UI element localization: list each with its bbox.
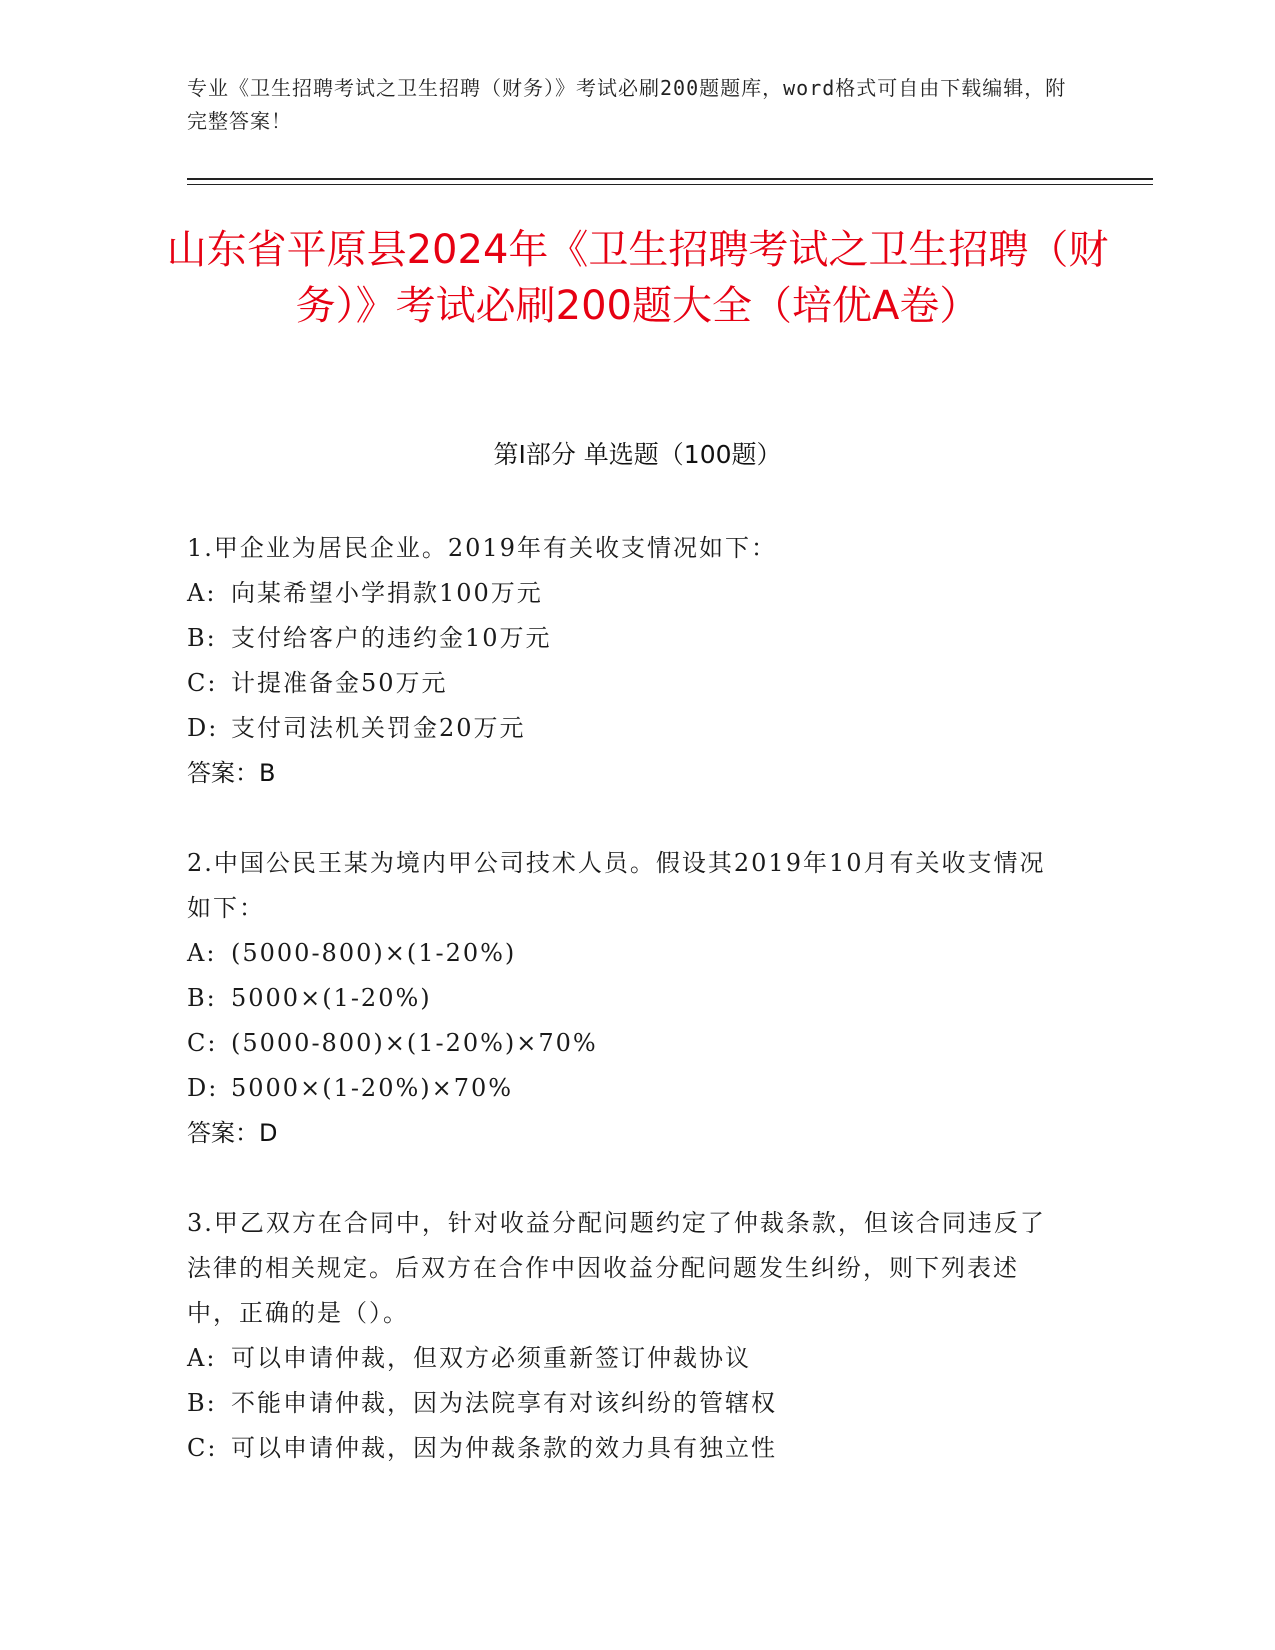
option-letter: A:: [187, 1344, 217, 1372]
option-a: [187, 931, 1067, 976]
answer-line: 答案：D: [187, 1119, 278, 1147]
option-text: 计提准备金50万元: [231, 669, 448, 697]
option-b: [187, 1381, 1067, 1426]
option-c: [187, 1426, 1067, 1471]
question-2: [187, 841, 1067, 1156]
header-divider-thick: [187, 178, 1153, 180]
option-d: [187, 1066, 1067, 1111]
option-letter: B:: [187, 1389, 217, 1417]
option-text: 支付司法机关罚金20万元: [231, 714, 526, 742]
option-a: [187, 1336, 1067, 1381]
question-1: [187, 526, 1067, 796]
option-a: [187, 571, 1067, 616]
option-d: [187, 706, 1067, 751]
option-text: (5000-800)×(1-20%)×70%: [231, 1029, 598, 1057]
option-letter: A:: [187, 579, 217, 607]
answer-line: 答案：B: [187, 759, 276, 787]
option-text: 可以申请仲裁，但双方必须重新签订仲裁协议: [231, 1344, 751, 1372]
option-c: [187, 1021, 1067, 1066]
option-letter: D:: [187, 714, 219, 742]
question-3: [187, 1201, 1067, 1471]
option-letter: C:: [187, 1029, 218, 1057]
option-letter: B:: [187, 984, 217, 1012]
option-letter: A:: [187, 939, 217, 967]
option-letter: D:: [187, 1074, 219, 1102]
option-letter: B:: [187, 624, 217, 652]
option-c: [187, 661, 1067, 706]
section-title: 第Ⅰ部分 单选题（100题）: [493, 440, 782, 469]
option-text: (5000-800)×(1-20%): [231, 939, 517, 967]
option-text: 不能申请仲裁，因为法院享有对该纠纷的管辖权: [231, 1389, 777, 1417]
question-list: [187, 526, 1067, 1516]
option-letter: C:: [187, 669, 218, 697]
option-text: 5000×(1-20%)×70%: [231, 1074, 514, 1102]
question-stem: 1.甲企业为居民企业。2019年有关收支情况如下：: [187, 534, 777, 562]
option-b: [187, 976, 1067, 1021]
option-b: [187, 616, 1067, 661]
question-stem: 2.中国公民王某为境内甲公司技术人员。假设其2019年10月有关收支情况如下：: [187, 849, 1046, 922]
option-letter: C:: [187, 1434, 218, 1462]
header-note: 专业《卫生招聘考试之卫生招聘（财务）》考试必刷200题题库，word格式可自由下载编辑，附完整答案！: [187, 76, 1067, 133]
option-text: 5000×(1-20%): [231, 984, 432, 1012]
option-text: 向某希望小学捐款100万元: [231, 579, 543, 607]
header-divider-thin: [187, 184, 1153, 185]
option-text: 可以申请仲裁，因为仲裁条款的效力具有独立性: [231, 1434, 777, 1462]
option-text: 支付给客户的违约金10万元: [231, 624, 552, 652]
document-title: 山东省平原县2024年《卫生招聘考试之卫生招聘（财务）》考试必刷200题大全（培优A卷）: [166, 227, 1109, 329]
question-stem: 3.甲乙双方在合同中，针对收益分配问题约定了仲裁条款，但该合同违反了法律的相关规定。后双方在合作中因收益分配问题发生纠纷，则下列表述中，正确的是（）。: [187, 1209, 1046, 1327]
